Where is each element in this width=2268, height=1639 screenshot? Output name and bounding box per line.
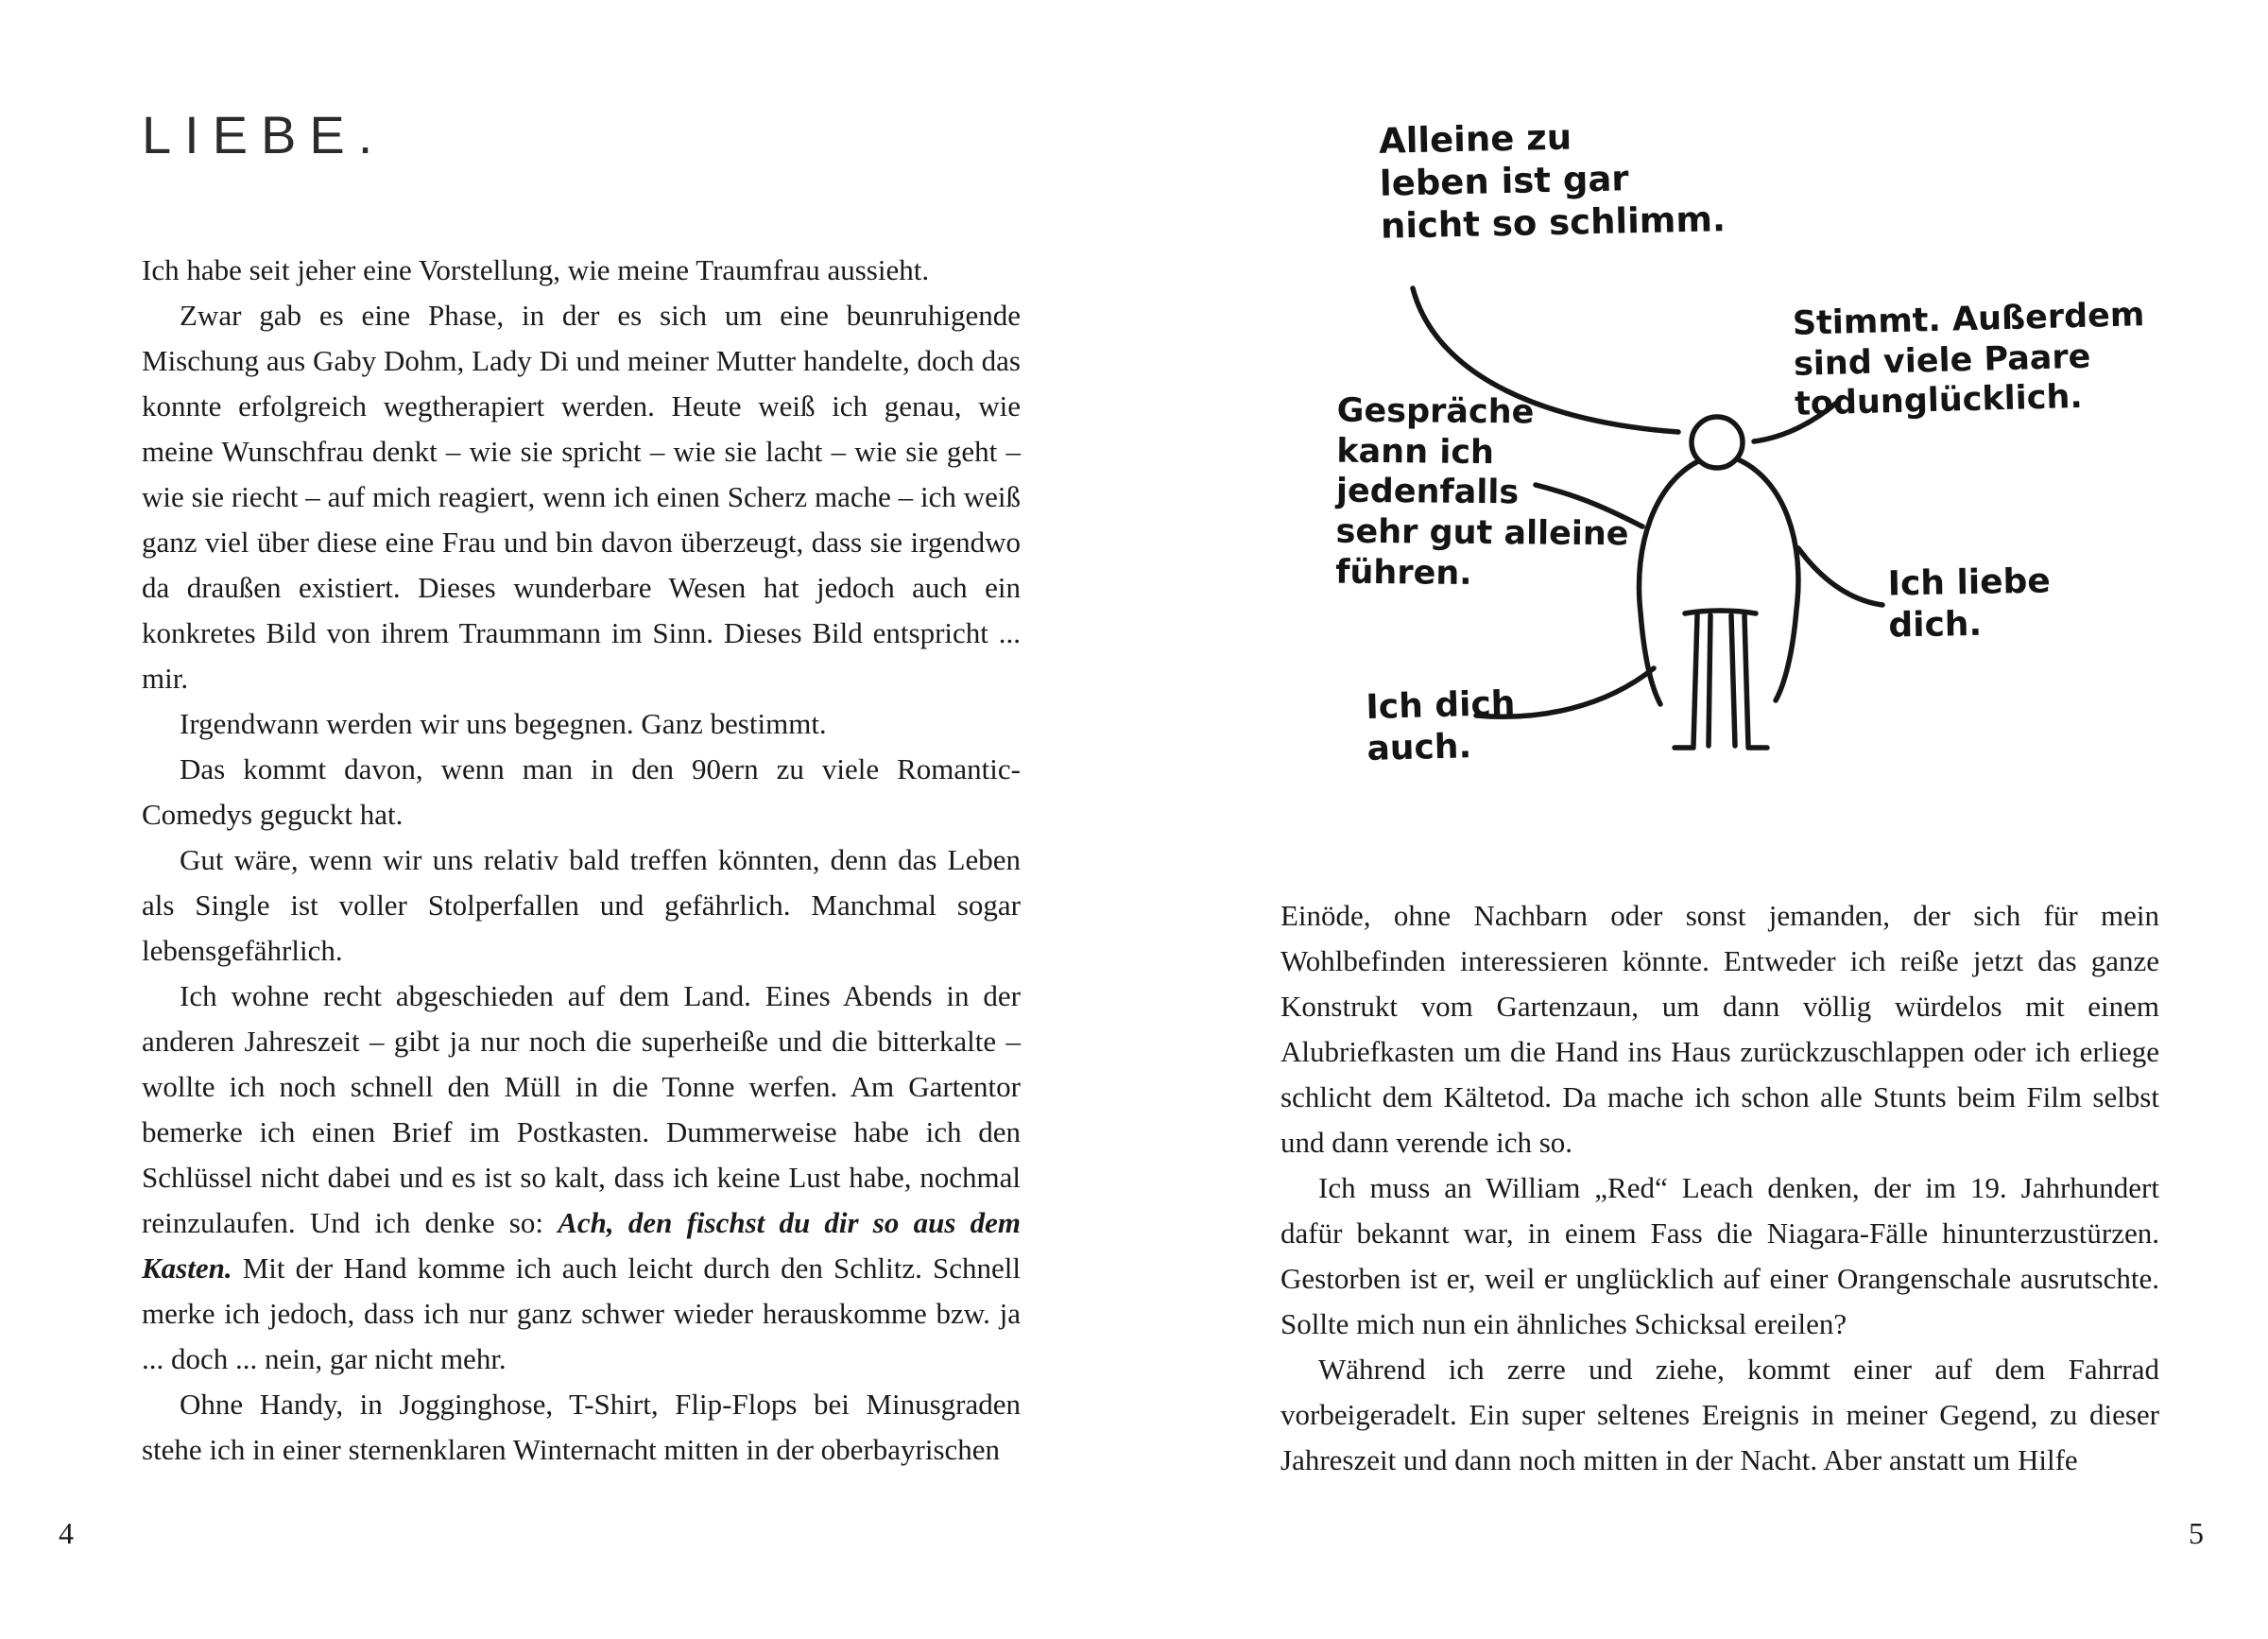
speech-text-gespraeche: Gespräche kann ich jedenfalls sehr gut alleine führen. xyxy=(1335,391,1629,593)
page-number-left: 4 xyxy=(59,1516,74,1550)
speech-text-stimmt: Stimmt. Außerdem sind viele Paare todunglücklich. xyxy=(1792,296,2145,424)
paragraph: Gut wäre, wenn wir uns relativ bald treffen könnten, denn das Leben als Single ist voller Stolperfallen und gefährlich. Manchmal sogar lebensgefährlich. xyxy=(142,843,1021,967)
paragraph: Ohne Handy, in Jogginghose, T-Shirt, Flip-Flops bei Minusgraden stehe ich in einer sternenklaren Winternacht mitten in der oberbayrischen xyxy=(142,1388,1021,1466)
text-run: Mit der Hand komme ich auch leicht durch den Schlitz. Schnell merke ich jedoch, dass ich nur ganz schwer wieder herauskomme bzw. ja ... doch ... nein, gar nicht mehr. xyxy=(142,1251,1021,1375)
paragraph: Ich muss an William „Red“ Leach denken, der im 19. Jahrhundert dafür bekannt war, in einem Fass die Niagara-Fälle hinunterzustürzen. Gestorben ist er, weil er unglücklich auf einer Orangenschale ausrutschte. Sollte mich nun ein ähnliches Schicksal ereilen? xyxy=(1280,1171,2159,1340)
speech-connector-right xyxy=(1798,548,1882,605)
paragraph: Zwar gab es eine Phase, in der es sich um eine beunruhigende Mischung aus Gaby Dohm, Lady Di und meiner Mutter handelte, doch das konnte erfolgreich wegtherapiert werden. Heute weiß ich genau, wie meine Wunschfrau denkt – wie sie spricht – wie sie lacht – wie sie geht – wie sie riecht – auf mich reagiert, wenn ich einen Scherz mache – ich weiß ganz viel über diese eine Frau und bin davon überzeugt, dass sie irgendwo da draußen existiert. Dieses wunderbare Wesen hat jedoch auch ein konkretes Bild von ihrem Traummann im Sinn. Dieses Bild entspricht ... mir. xyxy=(142,299,1021,695)
stick-figure-left-leg xyxy=(1693,615,1697,746)
paragraph-with-italic xyxy=(142,974,1021,1382)
paragraph: Das kommt davon, wenn man in den 90ern zu viele Romantic-Comedys geguckt hat. xyxy=(142,752,1021,831)
stick-figure-body-left xyxy=(1639,461,1698,704)
page-number-right: 5 xyxy=(2189,1516,2204,1550)
paragraph: Ich habe seit jeher eine Vorstellung, wie meine Traumfrau aussieht. xyxy=(142,253,930,286)
stick-figure-right-leg xyxy=(1731,615,1735,746)
stick-figure-left-leg-inner xyxy=(1709,615,1710,746)
speech-text-ich-dich-auch: Ich dich auch. xyxy=(1365,683,1516,768)
text-run: Ich wohne recht abgeschieden auf dem Land. Eines Abends in der anderen Jahreszeit – gibt ja nur noch die superheiße und die bitterkalte – wollte ich noch schnell den Müll in die Tonne werfen. Am Gartentor bemerke ich einen Brief im Postkasten. Dummerweise habe ich den Schlüssel nicht dabei und es ist so kalt, dass ich keine Lust habe, nochmal reinzulaufen. Und ich denke so: xyxy=(142,979,1021,1239)
italic-phrase: Ach, den fischst du dir so aus dem Kasten. xyxy=(142,1206,1021,1285)
speech-text-ich-liebe-dich: Ich liebe dich. xyxy=(1887,561,2052,646)
left-body-text xyxy=(142,248,1021,1473)
paragraph: Während ich zerre und ziehe, kommt einer auf dem Fahrrad vorbeigeradelt. Ein super seltenes Ereignis in meiner Gegend, zu dieser Jahreszeit und dann noch mitten in der Nacht. Aber anstatt um Hilfe xyxy=(1280,1353,2159,1476)
chapter-title: LIEBE. xyxy=(142,105,387,164)
paragraph: Einöde, ohne Nachbarn oder sonst jemanden, der sich für mein Wohlbefinden interessieren könnte. Entweder ich reiße jetzt das ganze Konstrukt vom Gartenzaun, um dann völlig würdelos mit einem Alubriefkasten um die Hand ins Haus zurückzuschlappen oder ich erliege schlicht dem Kältetod. Da mache ich schon alle Stunts beim Film selbst und dann verende ich so. xyxy=(1280,899,2159,1159)
stick-figure-right-leg-inner xyxy=(1744,615,1748,746)
stick-figure-illustration xyxy=(1295,90,2183,860)
right-body-text xyxy=(1280,893,2159,1483)
paragraph: Irgendwann werden wir uns begegnen. Ganz bestimmt. xyxy=(180,707,827,740)
speech-text-alone: Alleine zu leben ist gar nicht so schlimm. xyxy=(1378,116,1727,248)
